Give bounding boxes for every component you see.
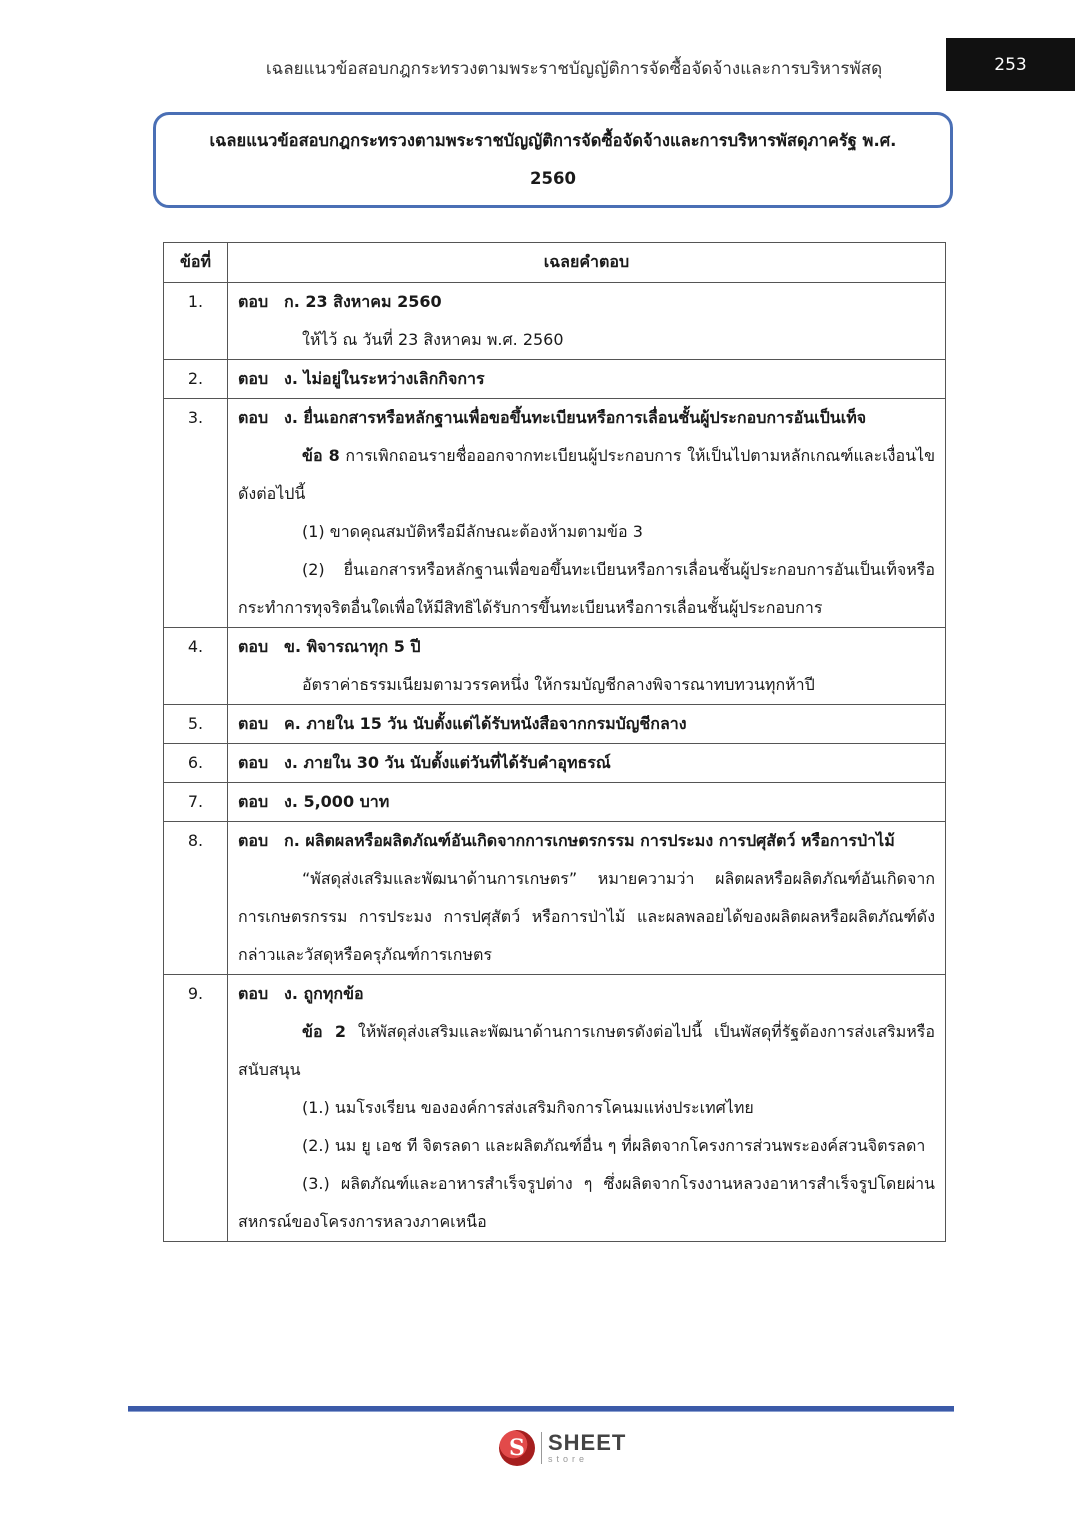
answer-text: ง. ไม่อยู่ในระหว่างเลิกกิจการ — [284, 369, 485, 388]
table-row — [164, 744, 946, 783]
table-row — [164, 822, 946, 975]
answer-line — [238, 744, 935, 782]
logo-word: SHEET — [548, 1430, 627, 1455]
answer-cell — [228, 975, 946, 1242]
logo-sub: store — [548, 1454, 589, 1464]
table-row — [164, 399, 946, 628]
row-number: 3. — [164, 399, 228, 628]
answer-cell — [228, 360, 946, 399]
explanation: (1) ขาดคุณสมบัติหรือมีลักษณะต้องห้ามตามข้อ 3 — [302, 522, 643, 541]
answer-text: ง. 5,000 บาท — [284, 792, 390, 811]
explanation: ข้อ 8 การเพิกถอนรายชื่อออกจากทะเบียนผู้ประกอบการ ให้เป็นไปตามหลักเกณฑ์และเงื่อนไข ดังต่อไปนี้ — [238, 446, 936, 503]
answer-line — [238, 283, 935, 321]
answer-line — [238, 822, 935, 860]
sheet-store-logo — [499, 1428, 626, 1468]
answer-label: ตอบ — [238, 637, 269, 656]
answer-label: ตอบ — [238, 792, 269, 811]
logo-divider — [541, 1432, 542, 1464]
row-number: 7. — [164, 783, 228, 822]
answer-label: ตอบ — [238, 292, 269, 311]
row-number: 8. — [164, 822, 228, 975]
logo-s-icon: S — [499, 1430, 535, 1466]
explanation: “พัสดุส่งเสริมและพัฒนาด้านการเกษตร” หมายความว่า ผลิตผลหรือผลิตภัณฑ์อันเกิดจากการเกษตรกรรม การประมง การปศุสัตว์ หรือการป่าไม้ และผลพลอยได้ของผลิตผลหรือผลิตภัณฑ์ดังกล่าวและวัสดุหรือครุภัณฑ์การเกษตร — [238, 869, 935, 964]
clause-ref: ข้อ 8 — [302, 446, 340, 465]
column-header-answer: เฉลยคำตอบ — [228, 243, 946, 283]
explanation: (1.) นมโรงเรียน ขององค์การส่งเสริมกิจการโคนมแห่งประเทศไทย — [302, 1098, 754, 1117]
answer-text: ก. 23 สิงหาคม 2560 — [284, 292, 442, 311]
row-number: 2. — [164, 360, 228, 399]
column-header-no: ข้อที่ — [164, 243, 228, 283]
table-row — [164, 705, 946, 744]
page-number: 253 — [946, 38, 1075, 91]
answer-text: ก. ผลิตผลหรือผลิตภัณฑ์อันเกิดจากการเกษตรกรรม การประมง การปศุสัตว์ หรือการป่าไม้ — [284, 831, 895, 850]
answer-label: ตอบ — [238, 831, 269, 850]
running-header: เฉลยแนวข้อสอบกฎกระทรวงตามพระราชบัญญัติการจัดซื้อจัดจ้างและการบริหารพัสดุ — [265, 59, 883, 79]
table-row — [164, 975, 946, 1242]
table-row — [164, 283, 946, 360]
clause-ref: ข้อ 2 — [302, 1022, 347, 1041]
answer-cell — [228, 744, 946, 783]
explanation: (3.) ผลิตภัณฑ์และอาหารสำเร็จรูปต่าง ๆ ซึ่งผลิตจากโรงงานหลวงอาหารสำเร็จรูปโดยผ่านสหกรณ์ของโครงการหลวงภาคเหนือ — [238, 1174, 935, 1231]
answer-label: ตอบ — [238, 753, 269, 772]
answer-cell — [228, 628, 946, 705]
answer-text: ง. ยื่นเอกสารหรือหลักฐานเพื่อขอขึ้นทะเบียนหรือการเลื่อนชั้นผู้ประกอบการอันเป็นเท็จ — [284, 408, 867, 427]
logo-text — [548, 1432, 626, 1464]
row-number: 9. — [164, 975, 228, 1242]
explanation: ข้อ 2 ให้พัสดุส่งเสริมและพัฒนาด้านการเกษตรดังต่อไปนี้ เป็นพัสดุที่รัฐต้องการส่งเสริมหรือสนับสนุน — [238, 1022, 935, 1079]
answer-line — [238, 705, 935, 743]
row-number: 6. — [164, 744, 228, 783]
title-line-1: เฉลยแนวข้อสอบกฎกระทรวงตามพระราชบัญญัติการจัดซื้อจัดจ้างและการบริหารพัสดุภาครัฐ พ.ศ. — [209, 131, 897, 150]
title-box — [153, 112, 953, 208]
answer-text: ค. ภายใน 15 วัน นับตั้งแต่ได้รับหนังสือจากกรมบัญชีกลาง — [284, 714, 687, 733]
answer-label: ตอบ — [238, 408, 269, 427]
answer-cell — [228, 705, 946, 744]
answer-line — [238, 783, 935, 821]
table-row — [164, 783, 946, 822]
explanation: (2.) นม ยู เอช ที จิตรลดา และผลิตภัณฑ์อื่น ๆ ที่ผลิตจากโครงการส่วนพระองค์สวนจิตรลดา — [302, 1136, 926, 1155]
row-number: 1. — [164, 283, 228, 360]
row-number: 5. — [164, 705, 228, 744]
answer-text: ข. พิจารณาทุก 5 ปี — [284, 637, 421, 656]
table-header-row — [164, 243, 946, 283]
answer-cell — [228, 783, 946, 822]
explanation: ให้ไว้ ณ วันที่ 23 สิงหาคม พ.ศ. 2560 — [302, 330, 564, 349]
answer-text: ง. ถูกทุกข้อ — [284, 984, 364, 1003]
answer-line — [238, 360, 935, 398]
table-row — [164, 628, 946, 705]
answer-cell — [228, 822, 946, 975]
answer-table — [163, 242, 946, 1242]
answer-label: ตอบ — [238, 369, 269, 388]
answer-line — [238, 399, 935, 437]
footer-rule — [128, 1406, 954, 1412]
explanation: อัตราค่าธรรมเนียมตามวรรคหนึ่ง ให้กรมบัญชีกลางพิจารณาทบทวนทุกห้าปี — [302, 675, 815, 694]
answer-line — [238, 628, 935, 666]
answer-line — [238, 975, 935, 1013]
row-number: 4. — [164, 628, 228, 705]
table-row — [164, 360, 946, 399]
answer-label: ตอบ — [238, 714, 269, 733]
answer-text: ง. ภายใน 30 วัน นับตั้งแต่วันที่ได้รับคำอุทธรณ์ — [284, 753, 611, 772]
title-line-2: 2560 — [530, 169, 576, 188]
explanation: (2) ยื่นเอกสารหรือหลักฐานเพื่อขอขึ้นทะเบียนหรือการเลื่อนชั้นผู้ประกอบการอันเป็นเท็จหรือกระทำการทุจริตอื่นใดเพื่อให้มีสิทธิได้รับการขึ้นทะเบียนหรือการเลื่อนชั้นผู้ประกอบการ — [238, 560, 935, 617]
answer-label: ตอบ — [238, 984, 269, 1003]
answer-cell — [228, 283, 946, 360]
answer-cell — [228, 399, 946, 628]
